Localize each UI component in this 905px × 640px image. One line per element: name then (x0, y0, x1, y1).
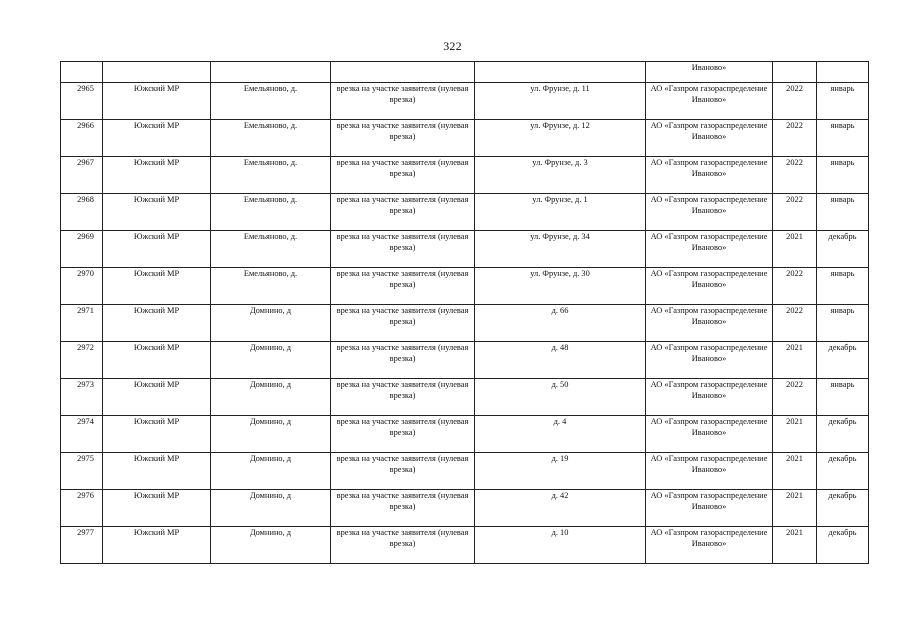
cell-organization: АО «Газпром газораспределение Иваново» (646, 527, 773, 564)
cell-number: 2965 (61, 83, 103, 120)
cell-year: 2022 (773, 157, 817, 194)
cell-year: 2022 (773, 194, 817, 231)
cell-work-type: врезка на участке заявителя (нулевая врезка) (331, 157, 475, 194)
cell-district: Южский МР (103, 490, 211, 527)
cell-work-type: врезка на участке заявителя (нулевая врезка) (331, 305, 475, 342)
cell-address: ул. Фрунзе, д. 34 (475, 231, 646, 268)
cell-year: 2021 (773, 342, 817, 379)
cell-organization: АО «Газпром газораспределение Иваново» (646, 342, 773, 379)
cell-work-type: врезка на участке заявителя (нулевая врезка) (331, 342, 475, 379)
registry-table (60, 61, 869, 564)
cell-number: 2969 (61, 231, 103, 268)
table-row (61, 157, 869, 194)
cell-district: Южский МР (103, 194, 211, 231)
continuation-row (61, 62, 869, 83)
cell-month: январь (817, 379, 869, 416)
cell-organization: АО «Газпром газораспределение Иваново» (646, 379, 773, 416)
table-row (61, 416, 869, 453)
cell-organization: АО «Газпром газораспределение Иваново» (646, 490, 773, 527)
cell-district: Южский МР (103, 268, 211, 305)
cell-month: декабрь (817, 416, 869, 453)
cell-organization: АО «Газпром газораспределение Иваново» (646, 416, 773, 453)
cell-settlement (211, 62, 331, 83)
cell-settlement: Емельяново, д. (211, 83, 331, 120)
cell-district: Южский МР (103, 379, 211, 416)
cell-work-type: врезка на участке заявителя (нулевая врезка) (331, 379, 475, 416)
table-row (61, 231, 869, 268)
cell-organization: АО «Газпром газораспределение Иваново» (646, 305, 773, 342)
cell-district: Южский МР (103, 416, 211, 453)
cell-work-type: врезка на участке заявителя (нулевая врезка) (331, 268, 475, 305)
cell-work-type (331, 62, 475, 83)
cell-settlement: Домнино, д (211, 305, 331, 342)
cell-number: 2977 (61, 527, 103, 564)
cell-settlement: Домнино, д (211, 342, 331, 379)
cell-month: январь (817, 305, 869, 342)
cell-year: 2021 (773, 527, 817, 564)
cell-number: 2975 (61, 453, 103, 490)
cell-month: январь (817, 83, 869, 120)
cell-month: декабрь (817, 342, 869, 379)
cell-work-type: врезка на участке заявителя (нулевая врезка) (331, 231, 475, 268)
cell-district: Южский МР (103, 453, 211, 490)
cell-settlement: Емельяново, д. (211, 194, 331, 231)
cell-year: 2022 (773, 305, 817, 342)
cell-year: 2022 (773, 120, 817, 157)
cell-year: 2021 (773, 416, 817, 453)
table-row (61, 120, 869, 157)
cell-address: д. 50 (475, 379, 646, 416)
cell-year: 2022 (773, 268, 817, 305)
cell-number: 2970 (61, 268, 103, 305)
cell-district: Южский МР (103, 527, 211, 564)
cell-number (61, 62, 103, 83)
page-number: 322 (443, 39, 462, 53)
cell-month: декабрь (817, 453, 869, 490)
cell-year: 2021 (773, 453, 817, 490)
cell-work-type: врезка на участке заявителя (нулевая врезка) (331, 416, 475, 453)
cell-month: январь (817, 268, 869, 305)
cell-address: ул. Фрунзе, д. 11 (475, 83, 646, 120)
table-row (61, 305, 869, 342)
cell-month: январь (817, 120, 869, 157)
cell-address: ул. Фрунзе, д. 30 (475, 268, 646, 305)
cell-address: ул. Фрунзе, д. 3 (475, 157, 646, 194)
table-row (61, 490, 869, 527)
cell-number: 2976 (61, 490, 103, 527)
cell-year: 2021 (773, 231, 817, 268)
cell-district: Южский МР (103, 305, 211, 342)
cell-organization: АО «Газпром газораспределение Иваново» (646, 194, 773, 231)
cell-year: 2022 (773, 379, 817, 416)
cell-work-type: врезка на участке заявителя (нулевая врезка) (331, 490, 475, 527)
cell-settlement: Емельяново, д. (211, 231, 331, 268)
cell-month: декабрь (817, 231, 869, 268)
cell-address: д. 66 (475, 305, 646, 342)
cell-year (773, 62, 817, 83)
cell-number: 2973 (61, 379, 103, 416)
cell-organization: АО «Газпром газораспределение Иваново» (646, 453, 773, 490)
cell-number: 2968 (61, 194, 103, 231)
cell-settlement: Домнино, д (211, 416, 331, 453)
cell-organization: АО «Газпром газораспределение Иваново» (646, 120, 773, 157)
cell-organization: АО «Газпром газораспределение Иваново» (646, 83, 773, 120)
table-row (61, 83, 869, 120)
cell-organization: АО «Газпром газораспределение Иваново» (646, 157, 773, 194)
table-row (61, 527, 869, 564)
cell-year: 2021 (773, 490, 817, 527)
cell-year: 2022 (773, 83, 817, 120)
cell-work-type: врезка на участке заявителя (нулевая врезка) (331, 453, 475, 490)
table-row (61, 379, 869, 416)
cell-district: Южский МР (103, 83, 211, 120)
cell-number: 2966 (61, 120, 103, 157)
cell-number: 2972 (61, 342, 103, 379)
cell-district: Южский МР (103, 231, 211, 268)
cell-settlement: Емельяново, д. (211, 268, 331, 305)
cell-work-type: врезка на участке заявителя (нулевая врезка) (331, 83, 475, 120)
cell-month: январь (817, 157, 869, 194)
cell-settlement: Емельяново, д. (211, 157, 331, 194)
cell-settlement: Емельяново, д. (211, 120, 331, 157)
table-row (61, 342, 869, 379)
cell-organization: АО «Газпром газораспределение Иваново» (646, 231, 773, 268)
cell-district: Южский МР (103, 157, 211, 194)
cell-address: ул. Фрунзе, д. 12 (475, 120, 646, 157)
cell-address: д. 4 (475, 416, 646, 453)
cell-month: январь (817, 194, 869, 231)
cell-settlement: Домнино, д (211, 379, 331, 416)
cell-district: Южский МР (103, 342, 211, 379)
cell-work-type: врезка на участке заявителя (нулевая врезка) (331, 120, 475, 157)
cell-organization: Иваново» (646, 62, 773, 83)
cell-month: декабрь (817, 490, 869, 527)
cell-settlement: Домнино, д (211, 527, 331, 564)
cell-number: 2967 (61, 157, 103, 194)
cell-district (103, 62, 211, 83)
cell-work-type: врезка на участке заявителя (нулевая врезка) (331, 194, 475, 231)
cell-number: 2974 (61, 416, 103, 453)
cell-number: 2971 (61, 305, 103, 342)
cell-month (817, 62, 869, 83)
cell-work-type: врезка на участке заявителя (нулевая врезка) (331, 527, 475, 564)
cell-address: д. 42 (475, 490, 646, 527)
cell-address: ул. Фрунзе, д. 1 (475, 194, 646, 231)
cell-address: д. 10 (475, 527, 646, 564)
cell-address (475, 62, 646, 83)
cell-settlement: Домнино, д (211, 490, 331, 527)
cell-address: д. 19 (475, 453, 646, 490)
cell-settlement: Домнино, д (211, 453, 331, 490)
table-row (61, 194, 869, 231)
cell-month: декабрь (817, 527, 869, 564)
table-row (61, 268, 869, 305)
table-row (61, 453, 869, 490)
cell-address: д. 48 (475, 342, 646, 379)
table-body (61, 62, 869, 564)
cell-district: Южский МР (103, 120, 211, 157)
cell-organization: АО «Газпром газораспределение Иваново» (646, 268, 773, 305)
